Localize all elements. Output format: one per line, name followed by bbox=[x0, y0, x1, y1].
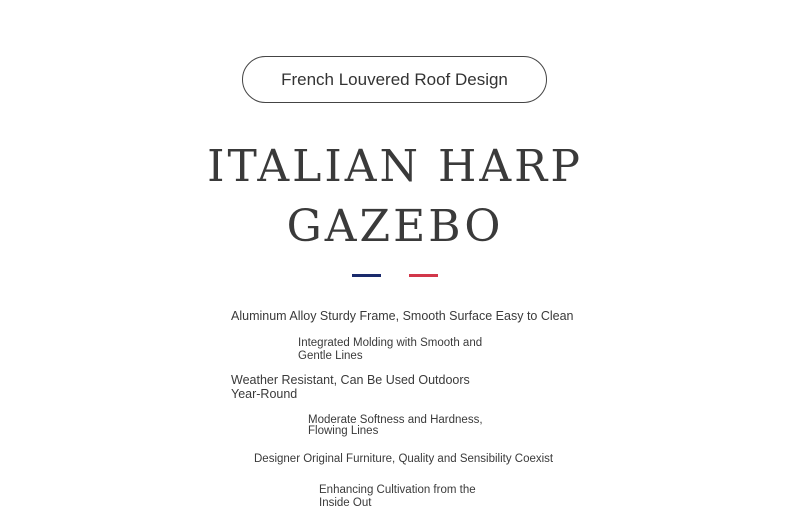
product-title-line-1: ITALIAN HARP bbox=[207, 141, 583, 192]
feature-text: Enhancing Cultivation from the Inside Out bbox=[319, 484, 476, 509]
divider-red-bar bbox=[409, 274, 438, 277]
roof-design-badge-label: French Louvered Roof Design bbox=[281, 69, 508, 89]
feature-text: Integrated Molding with Smooth and Gentle Lines bbox=[298, 337, 483, 362]
product-title-line-2: GAZEBO bbox=[286, 201, 504, 252]
feature-text: Weather Resistant, Can Be Used Outdoors Year-Round bbox=[231, 373, 470, 401]
feature-text: Designer Original Furniture, Quality and Sensibility Coexist bbox=[254, 453, 554, 465]
feature-text: Moderate Softness and Hardness, Flowing Lines bbox=[308, 414, 483, 437]
feature-text: Aluminum Alloy Sturdy Frame, Smooth Surface Easy to Clean bbox=[231, 309, 574, 323]
divider-blue-bar bbox=[352, 274, 381, 277]
roof-design-badge bbox=[242, 56, 547, 103]
